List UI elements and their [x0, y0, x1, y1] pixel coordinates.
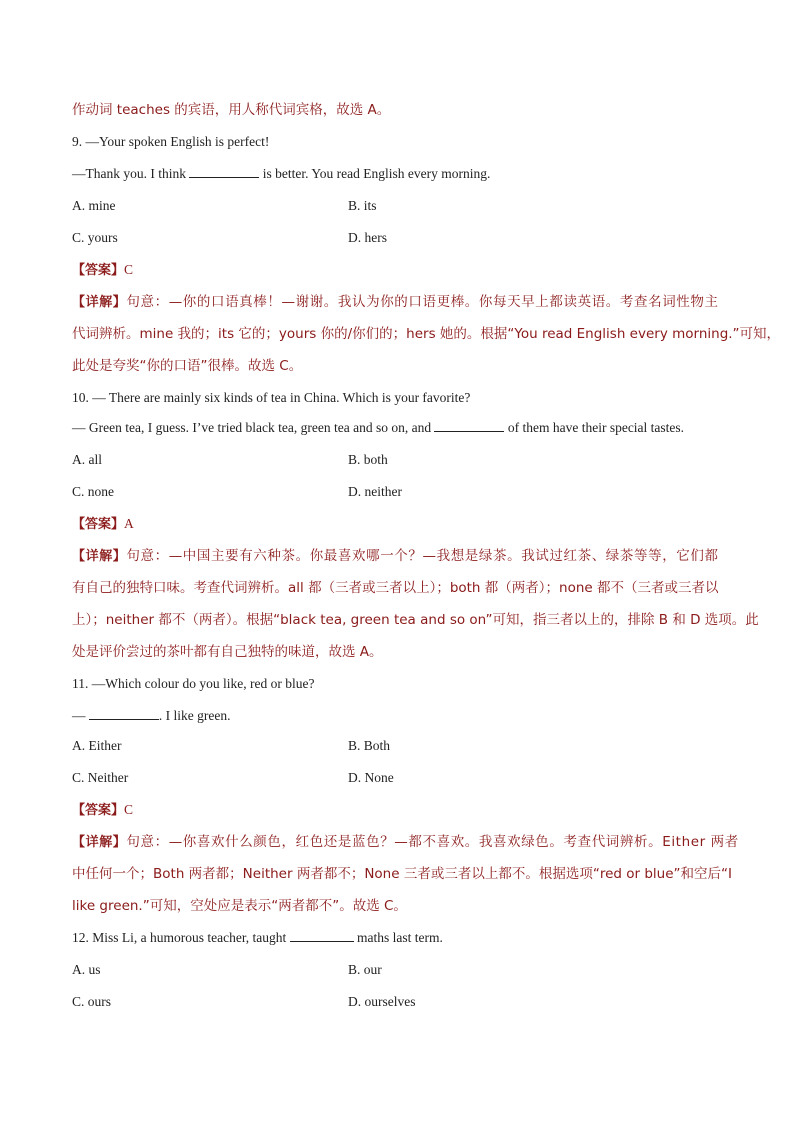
- answer-tag: 【答案】: [72, 263, 125, 278]
- question-10-detail-line-4: 处是评价尝过的茶叶都有自己独特的味道，故选 A。: [72, 644, 383, 660]
- option-b: B. our: [348, 962, 382, 977]
- question-10-detail-line-3: 上）；neither 都不（两者）。根据“black tea, green tea and so on”可知，指三者以上的，排除 B 和 D 选项。此: [72, 612, 759, 628]
- question-9-options-row2: [72, 228, 722, 248]
- detail-text: 句意：—你喜欢什么颜色，红色还是蓝色？—都不喜欢。我喜欢绿色。考查代词辨析。Either 两者: [126, 834, 739, 850]
- question-10-dialogue: [72, 418, 684, 438]
- answer-tag: 【答案】: [72, 517, 125, 532]
- question-10-dialogue-after: of them have their special tastes.: [504, 420, 685, 435]
- option-b: B. Both: [348, 738, 391, 753]
- question-9-detail-line-1: [72, 292, 719, 313]
- answer-blank: [89, 707, 159, 720]
- question-10-dialogue-before: — Green tea, I guess. I’ve tried black tea, green tea and so on, and: [72, 420, 435, 435]
- question-9-options-row1: [72, 196, 722, 216]
- option-a: A. Either: [72, 738, 122, 753]
- question-11-dialogue-before: —: [72, 708, 89, 723]
- option-c: C. yours: [72, 230, 118, 245]
- question-10-detail-line-1: [72, 546, 719, 567]
- option-d: D. hers: [348, 230, 387, 245]
- answer-value: A: [124, 516, 134, 531]
- question-11-options-row1: [72, 736, 722, 756]
- answer-value: C: [124, 262, 134, 277]
- question-11-detail-line-2: 中任何一个；Both 两者都；Neither 两者都不；None 三者或三者以上都不。根据选项“red or blue”和空后“I: [72, 866, 732, 882]
- option-c: C. none: [72, 484, 114, 499]
- intro-text: 作动词 teaches 的宾语，用人称代词宾格，故选 A。: [72, 102, 391, 118]
- question-9-dialogue-before: —Thank you. I think: [72, 166, 190, 181]
- question-11-stem: 11. —Which colour do you like, red or blue?: [72, 676, 315, 691]
- answer-value: C: [124, 802, 134, 817]
- answer-blank: [290, 929, 354, 942]
- detail-text: 句意：—中国主要有六种茶。你最喜欢哪一个？—我想是绿茶。我试过红茶、绿茶等等，它们都: [126, 548, 719, 564]
- question-11-detail-line-3: like green.”可知，空处应是表示“两者都不”。故选 C。: [72, 898, 407, 914]
- question-12-stem-after: maths last term.: [353, 930, 443, 945]
- option-a: A. all: [72, 452, 102, 467]
- option-d: D. neither: [348, 484, 402, 499]
- question-9-stem: 9. —Your spoken English is perfect!: [72, 134, 270, 149]
- question-10-answer: [72, 514, 134, 535]
- question-10-options-row2: [72, 482, 722, 502]
- detail-tag: 【详解】: [72, 295, 127, 310]
- answer-tag: 【答案】: [72, 803, 125, 818]
- detail-tag: 【详解】: [72, 549, 127, 564]
- answer-blank: [434, 419, 504, 432]
- option-a: A. us: [72, 962, 101, 977]
- question-11-detail-line-1: [72, 832, 739, 853]
- question-10-detail-line-2: 有自己的独特口味。考查代词辨析。all 都（三者或三者以上）；both 都（两者）；none 都不（三者或三者以: [72, 580, 719, 596]
- question-9-detail-line-3: 此处是夸奖“你的口语”很棒。故选 C。: [72, 358, 303, 374]
- question-11-options-row2: [72, 768, 722, 788]
- question-12-options-row2: [72, 992, 722, 1012]
- option-b: B. its: [348, 198, 377, 213]
- question-12-stem: [72, 928, 443, 948]
- detail-text: 句意：—你的口语真棒！—谢谢。我认为你的口语更棒。你每天早上都读英语。考查名词性物主: [126, 294, 719, 310]
- question-11-answer: [72, 800, 133, 821]
- question-12-stem-before: 12. Miss Li, a humorous teacher, taught: [72, 930, 290, 945]
- option-c: C. Neither: [72, 770, 129, 785]
- question-9-dialogue-after: is better. You read English every morning.: [259, 166, 491, 181]
- question-10-stem: 10. — There are mainly six kinds of tea in China. Which is your favorite?: [72, 390, 471, 405]
- question-9-detail-line-2: 代词辨析。mine 我的；its 它的；yours 你的/你们的；hers 她的。根据“You read English every morning.”可知，: [72, 326, 781, 342]
- question-10-options-row1: [72, 450, 722, 470]
- option-d: D. None: [348, 770, 394, 785]
- option-d: D. ourselves: [348, 994, 416, 1009]
- answer-blank: [189, 165, 259, 178]
- detail-tag: 【详解】: [72, 835, 127, 850]
- option-c: C. ours: [72, 994, 112, 1009]
- question-9-dialogue: [72, 164, 490, 184]
- question-9-answer: [72, 260, 133, 281]
- option-b: B. both: [348, 452, 388, 467]
- option-a: A. mine: [72, 198, 116, 213]
- question-11-dialogue-after: . I like green.: [158, 708, 231, 723]
- question-12-options-row1: [72, 960, 722, 980]
- question-11-dialogue: [72, 706, 230, 726]
